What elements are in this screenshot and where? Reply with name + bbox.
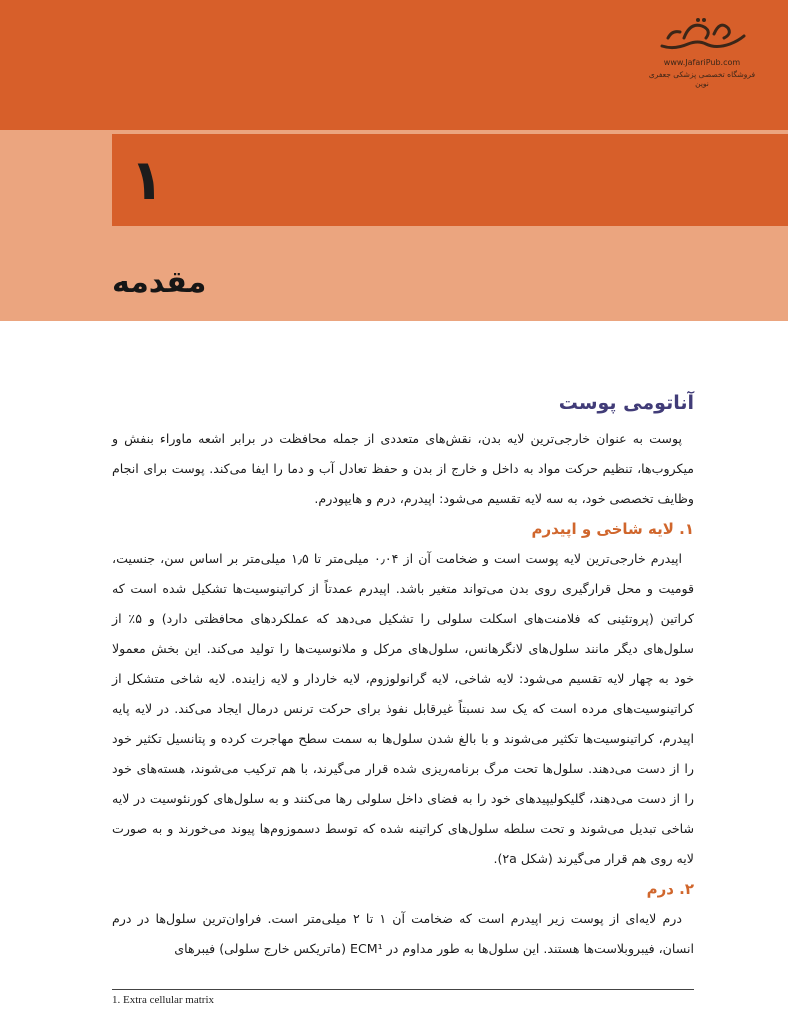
publisher-logo-icon xyxy=(654,16,750,56)
footnote-divider xyxy=(112,989,694,990)
logo-shop-name: فروشگاه تخصصی پزشکی جعفری نوین xyxy=(648,70,756,88)
section-title: آناتومی پوست xyxy=(558,392,694,414)
footnote: 1. Extra cellular matrix xyxy=(112,994,215,1006)
dermis-paragraph: درم لایه‌ای از پوست زیر اپیدرم است که ضخامت آن ۱ تا ۲ میلی‌متر است. فراوان‌ترین سلول‌ها در درم انسان، فیبروبلاست‌ها هستند. این سلول‌ها به طور مداوم در ECM¹ (ماتریکس خارج سلولی) فیبرهای xyxy=(112,911,694,956)
epidermis-paragraph: اپیدرم خارجی‌ترین لایه پوست است و ضخامت آن از ۰٫۰۴ میلی‌متر تا ۱٫۵ میلی‌متر بر اساس سن، جنسیت، قومیت و محل قرارگیری روی بدن می‌تواند متغیر باشد. اپیدرم عمدتاً از کراتینوسیت‌ها تشکیل شده است که کراتین (پروتئینی که فلامنت‌های اسکلت سلولی را تشکیل می‌دهد که عملکردهای محافظتی دارد) و ۵٪ از سلول‌های دیگر مانند سلول‌های لانگرهانس، سلول‌های مرکل و ملانوسیت‌ها را تولید می‌کند. این بخش معمولا خود به چهار لایه تقسیم می‌شود: لایه شاخی، لایه گرانولوزوم، لایه خاردار و لایه زاینده. لایه شاخی متشکل از کراتینوسیت‌های مرده است که یک سد نسبتاً غیرقابل نفوذ برای حرکت ترنس درمال ایجاد می‌کند. در لایه پایه اپیدرم، کراتینوسیت‌ها تکثیر می‌شوند و با بالغ شدن سلول‌ها به سمت سطح مهاجرت کرده و پتانسیل تکثیر خود را از دست می‌دهند. سلول‌ها تحت مرگ برنامه‌ریزی شده قرار می‌گیرند، با هم ترکیب می‌شوند، هسته‌های خود را از دست می‌دهند، گلیکولیپیدهای خود را به فضای داخل سلولی رها می‌کنند و به سلول‌های کورنئوسیت در لایه شاخی تبدیل می‌شوند و تحت سلطه سلول‌های کراتینه شده که توسط دسموزوم‌ها پیوند می‌خورند و به صورت لایه روی هم قرار می‌گیرند (شکل ۲a). xyxy=(112,551,694,866)
chapter-title: مقدمه xyxy=(112,265,207,300)
subsection-title-dermis: ۲. درم xyxy=(646,880,694,898)
chapter-number: ۱ xyxy=(129,147,165,213)
page-content xyxy=(112,392,694,968)
subsection-title-epidermis: ۱. لایه شاخی و اپیدرم xyxy=(531,520,694,538)
publisher-logo xyxy=(642,16,762,100)
chapter-number-box xyxy=(112,134,788,226)
logo-url: www.JafariPub.com xyxy=(663,58,741,67)
intro-paragraph: پوست به عنوان خارجی‌ترین لایه بدن، نقش‌های متعددی از جمله محافظت در برابر اشعه ماوراء بنفش و میکروب‌ها، تنظیم حرکت مواد به داخل و خارج از بدن و حفظ تعادل آب و دما را ایفا می‌کند. پوست برای انجام وظایف تخصصی خود، به سه لایه تقسیم می‌شود: اپیدرم، درم و هایپودرم. xyxy=(112,431,694,506)
